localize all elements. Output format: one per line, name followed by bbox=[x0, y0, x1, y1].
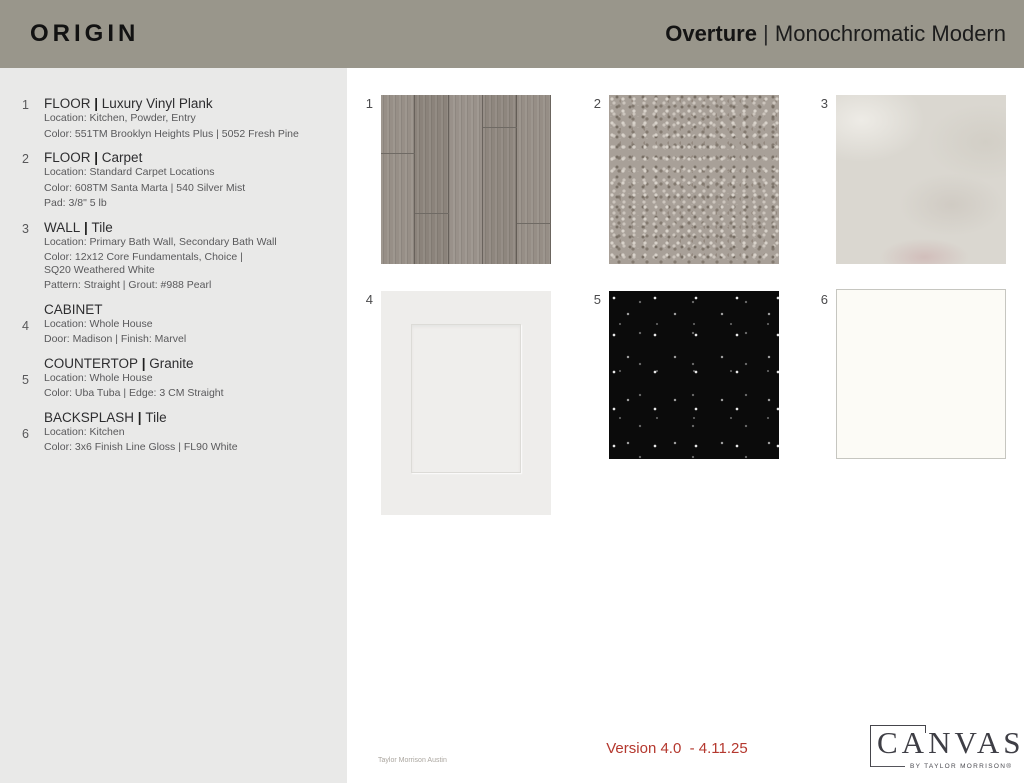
spec-item-detail: Color: 3x6 Finish Line Gloss | FL90 White bbox=[44, 441, 238, 453]
spec-item-detail: Color: Uba Tuba | Edge: 3 CM Straight bbox=[44, 387, 224, 399]
spec-item-title: FLOOR | Carpet bbox=[44, 150, 143, 165]
spec-item-number: 2 bbox=[22, 152, 29, 166]
spec-item-detail: Location: Standard Carpet Locations bbox=[44, 166, 215, 178]
logo-tagline-row bbox=[871, 763, 1013, 770]
swatch-number-2: 2 bbox=[593, 96, 601, 111]
logo-frame-left-line bbox=[870, 725, 871, 767]
spec-item-detail: SQ20 Weathered White bbox=[44, 263, 155, 276]
spec-item-title: WALL | Tile bbox=[44, 219, 113, 235]
swatch-granite-countertop-image bbox=[609, 291, 779, 459]
spec-item-number: 3 bbox=[22, 221, 29, 236]
swatch-number-5: 5 bbox=[593, 292, 601, 307]
package-name: Overture bbox=[665, 21, 757, 46]
spec-item-detail: Color: 608TM Santa Marta | 540 Silver Mist bbox=[44, 181, 246, 194]
spec-item-number: 1 bbox=[22, 98, 29, 112]
spec-item-floor-carpet bbox=[22, 151, 329, 212]
spec-item-detail: Location: Primary Bath Wall, Secondary Bath Wall bbox=[44, 235, 277, 248]
swatch-cabinet-door-image bbox=[381, 291, 551, 515]
spec-item-cabinet bbox=[22, 303, 329, 348]
spec-item-floor-lvp bbox=[22, 97, 329, 142]
logo-tagline-rule bbox=[871, 766, 905, 767]
spec-item-detail: Pattern: Straight | Grout: #988 Pearl bbox=[44, 279, 212, 291]
spec-item-number: 6 bbox=[22, 426, 29, 441]
spec-list-sidebar bbox=[0, 68, 347, 783]
version-label: Version 4.0 - 4.11.25 bbox=[606, 740, 748, 757]
spec-item-number: 4 bbox=[22, 318, 29, 333]
spec-item-countertop bbox=[22, 357, 329, 402]
package-title bbox=[665, 21, 1006, 47]
spec-item-title: BACKSPLASH | Tile bbox=[44, 409, 167, 425]
spec-item-title: COUNTERTOP | Granite bbox=[44, 355, 194, 371]
swatch-number-1: 1 bbox=[365, 96, 373, 111]
spec-item-title: CABINET bbox=[44, 301, 103, 317]
swatch-wall-tile-image bbox=[836, 95, 1006, 264]
spec-item-wall-tile bbox=[22, 221, 329, 294]
package-title-separator: | bbox=[756, 21, 775, 46]
canvas-logo bbox=[870, 722, 1024, 778]
spec-item-detail: Location: Kitchen, Powder, Entry bbox=[44, 112, 196, 124]
logo-tagline: BY TAYLOR MORRISON® bbox=[910, 763, 1013, 770]
style-name: Monochromatic Modern bbox=[774, 21, 1006, 46]
swatch-carpet-image bbox=[609, 95, 779, 264]
swatch-luxury-vinyl-plank-image bbox=[381, 95, 551, 264]
spec-item-detail: Color: 551TM Brooklyn Heights Plus | 5052 Fresh Pine bbox=[44, 127, 299, 140]
swatch-number-3: 3 bbox=[820, 96, 828, 111]
spec-item-title: FLOOR | Luxury Vinyl Plank bbox=[44, 96, 213, 111]
swatch-number-6: 6 bbox=[820, 292, 828, 307]
logo-wordmark: CANVAS bbox=[877, 725, 1024, 760]
market-label: Taylor Morrison Austin bbox=[378, 757, 447, 764]
brand-logo-origin: ORIGIN bbox=[30, 20, 140, 47]
spec-item-detail: Location: Whole House bbox=[44, 317, 153, 330]
spec-item-detail: Door: Madison | Finish: Marvel bbox=[44, 333, 187, 345]
spec-item-number: 5 bbox=[22, 372, 29, 387]
swatch-backsplash-tile-image bbox=[836, 289, 1006, 459]
header-bar bbox=[0, 0, 1024, 68]
spec-item-detail: Location: Whole House bbox=[44, 371, 153, 384]
spec-item-backsplash bbox=[22, 411, 329, 456]
spec-item-detail: Pad: 3/8" 5 lb bbox=[44, 197, 107, 209]
spec-item-detail: Color: 12x12 Core Fundamentals, Choice | bbox=[44, 251, 243, 263]
swatch-number-4: 4 bbox=[365, 292, 373, 307]
spec-item-detail: Location: Kitchen bbox=[44, 425, 125, 438]
